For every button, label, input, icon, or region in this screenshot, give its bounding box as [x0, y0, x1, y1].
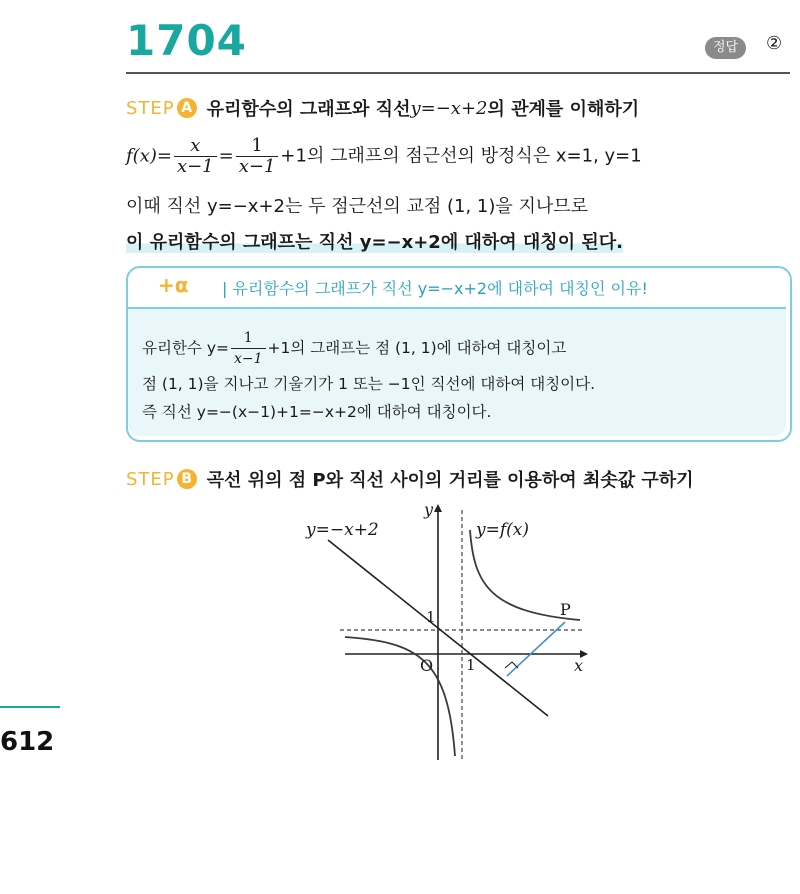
step-a-tag: STEP: [126, 97, 175, 119]
alpha-line-2: 점 (1, 1)을 지나고 기울기가 1 또는 −1인 직선에 대하여 대칭이다.: [142, 375, 596, 393]
curve-label: y=f(x): [476, 520, 529, 540]
y-tick-1-label: 1: [426, 608, 436, 626]
fraction-numerator: x: [174, 136, 217, 157]
x-axis-label: x: [574, 656, 584, 675]
asymptote-statement: +1의 그래프의 점근선의 방정식은 x=1, y=1: [280, 145, 642, 167]
alpha-line-1-post: +1의 그래프는 점 (1, 1)에 대하여 대칭이고: [267, 339, 567, 357]
step-a-letter: A: [177, 98, 197, 118]
equals-sign: =: [218, 145, 234, 167]
fraction-denominator: x−1: [233, 351, 263, 367]
step-a-title-pre: 유리함수의 그래프와 직선: [206, 99, 411, 120]
step-a-line-2: 이때 직선 y=−x+2는 두 점근선의 교점 (1, 1)을 지나므로: [126, 196, 589, 217]
step-b-letter: B: [177, 469, 197, 489]
alpha-line-3: 즉 직선 y=−(x−1)+1=−x+2에 대하여 대칭이다.: [142, 403, 492, 421]
alpha-title: | 유리함수의 그래프가 직선 y=−x+2에 대하여 대칭인 이유!: [222, 279, 648, 298]
step-b-title: 곡선 위의 점 P와 직선 사이의 거리를 이용하여 최솟값 구하기: [206, 470, 694, 491]
answer-badge: 정답: [705, 37, 746, 59]
step-a-title-math: y=−x+2: [410, 97, 488, 119]
alpha-mark: +α: [158, 273, 189, 297]
y-axis-label: y: [424, 500, 434, 519]
page-number: 612: [0, 727, 55, 757]
step-b-tag: STEP: [126, 468, 175, 490]
origin-label: O: [420, 656, 434, 675]
page-side-rule: [0, 706, 60, 708]
line-label: y=−x+2: [306, 520, 379, 540]
fraction-denominator: x−1: [238, 156, 276, 177]
fraction-numerator: 1: [236, 136, 279, 157]
fraction-denominator: x−1: [176, 156, 214, 177]
answer-value: ②: [766, 33, 783, 54]
alpha-line-1-pre: 유리한수 y=: [142, 339, 229, 357]
point-p-label: P: [560, 600, 571, 619]
fraction-numerator: 1: [231, 328, 266, 349]
step-a-title-post: 의 관계를 이해하기: [487, 99, 640, 120]
y-axis-arrow: [434, 504, 442, 512]
problem-number: 1704: [126, 16, 247, 65]
x-tick-1-label: 1: [466, 656, 476, 674]
fx-lhs: f(x)=: [126, 145, 172, 167]
symmetry-conclusion: 이 유리함수의 그래프는 직선 y=−x+2에 대하여 대칭이 된다.: [126, 232, 623, 253]
